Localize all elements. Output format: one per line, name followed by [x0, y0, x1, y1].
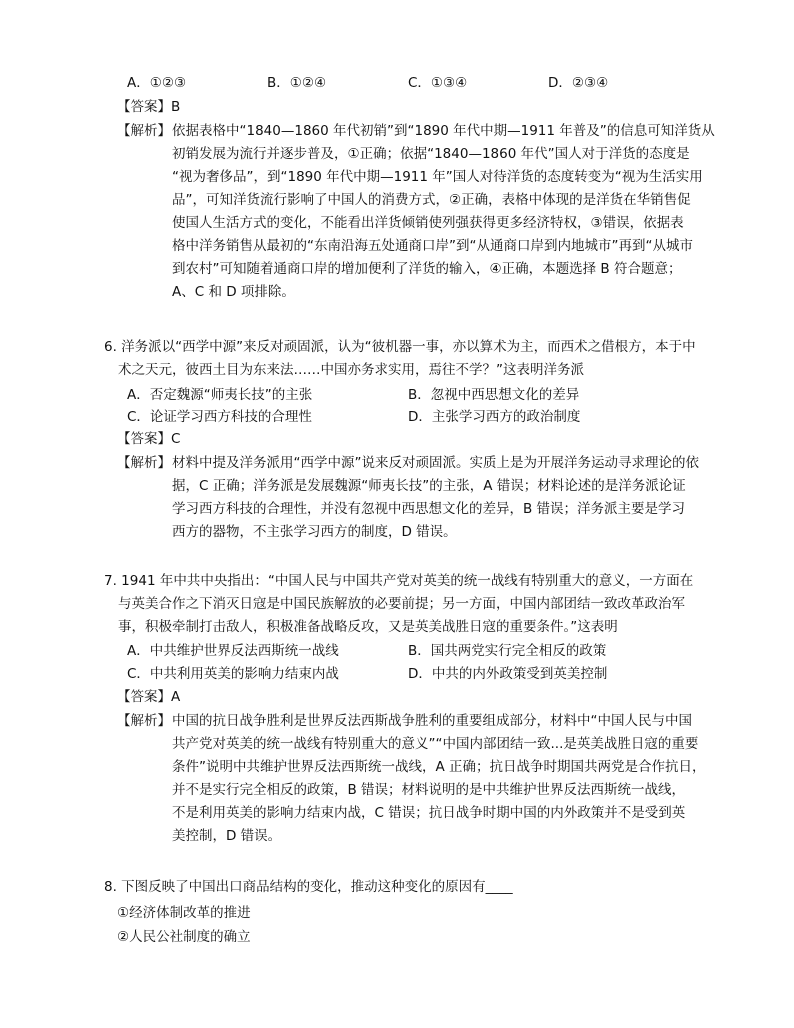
analysis-line: 条件”说明中共维护世界反法西斯统一战线，A 正确；抗日战争时期国共两党是合作抗日，: [172, 759, 706, 775]
analysis-line: 格中洋务销售从最初的“东南沿海五处通商口岸”到“从通商口岸到内地城市”再到“从城市: [172, 238, 693, 254]
analysis-line: 并不是实行完全相反的政策，B 错误；材料说明的是中共维护世界反法西斯统一战线，: [172, 782, 686, 798]
analysis-line: 品”，可知洋货流行影响了中国人的消费方式，②正确，表格中体现的是洋货在华销售促: [172, 192, 691, 208]
analysis-line: 材料中提及洋务派用“西学中源”说来反对顽固派。实质上是为开展洋务运动寻求理论的依: [172, 455, 699, 471]
analysis-line: 共产党对英美的统一战线有特别重大的意义”“中国内部团结一致...是英美战胜日寇的重要: [172, 736, 699, 752]
option-b: B．国共两党实行完全相反的政策: [408, 643, 607, 659]
analysis-line: 不是利用英美的影响力结束内战，C 错误；抗日战争时期中国的内外政策并不是受到英: [172, 805, 686, 821]
answer-label: 【答案】B: [117, 99, 181, 115]
analysis-line: 初销发展为流行并逐步普及，①正确；依据“1840—1860 年代”国人对于洋货的态度是: [172, 146, 690, 162]
statement-item: ①经济体制改革的推进: [117, 905, 251, 921]
analysis-label: 【解析】: [117, 713, 171, 729]
question-stem: 8. 下图反映了中国出口商品结构的变化，推动这种变化的原因有____: [104, 879, 513, 895]
option-c: C．论证学习西方科技的合理性: [127, 409, 312, 425]
option-b: B．①②④: [267, 75, 327, 91]
stem-line: 6. 洋务派以“西学中源”来反对顽固派，认为“彼机器一事，亦以算术为主，而西术之借根方，本于中: [104, 339, 696, 355]
option-a: A．中共维护世界反法西斯统一战线: [127, 643, 339, 659]
answer-label: 【答案】C: [117, 431, 181, 447]
analysis-text: [172, 452, 699, 544]
analysis-line: 西方的器物，不主张学习西方的制度，D 错误。: [172, 524, 457, 540]
option-c: C．中共利用英美的影响力结束内战: [127, 666, 339, 682]
option-d: D．主张学习西方的政治制度: [408, 409, 581, 425]
option-d: D．②③④: [548, 75, 609, 91]
answer-label: 【答案】A: [117, 689, 181, 705]
option-a: A．否定魏源“师夷长技”的主张: [127, 387, 313, 403]
question-stem: [104, 570, 693, 639]
analysis-text: [172, 710, 706, 848]
analysis-line: 中国的抗日战争胜利是世界反法西斯战争胜利的重要组成部分，材料中“中国人民与中国: [172, 713, 692, 729]
option-b: B．忽视中西思想文化的差异: [408, 387, 580, 403]
analysis-line: 依据表格中“1840—1860 年代初销”到“1890 年代中期—1911 年普及”的信息可知洋货从: [172, 123, 715, 139]
analysis-line: 美控制，D 错误。: [172, 828, 282, 844]
option-c: C．①③④: [408, 75, 468, 91]
analysis-line: 学习西方科技的合理性，并没有忽视中西思想文化的差异，B 错误；洋务派主要是学习: [172, 501, 686, 517]
analysis-line: “视为奢侈品”，到“1890 年代中期—1911 年”国人对待洋货的态度转变为“视为生活实用: [172, 169, 703, 185]
stem-line: 7. 1941 年中共中央指出：“中国人民与中国共产党对英美的统一战线有特别重大的意义，一方面在: [104, 573, 694, 589]
analysis-text: [172, 120, 715, 304]
stem-line: 事，积极牵制打击敌人，积极准备战略反攻，又是英美战胜日寇的重要条件。”这表明: [118, 619, 618, 635]
analysis-label: 【解析】: [117, 455, 171, 471]
analysis-line: A、C 和 D 项排除。: [172, 284, 295, 300]
statement-item: ②人民公社制度的确立: [117, 929, 251, 945]
analysis-line: 使国人生活方式的变化，不能看出洋货倾销使列强获得更多经济特权，③错误，依据表: [172, 215, 684, 231]
option-d: D．中共的内外政策受到英美控制: [408, 666, 608, 682]
question-stem: [104, 336, 696, 382]
analysis-label: 【解析】: [117, 123, 171, 139]
stem-line: 与英美合作之下消灭日寇是中国民族解放的必要前提；另一方面，中国内部团结一致改革政治军: [118, 596, 685, 612]
stem-line: 术之天元，彼西土目为东来法……中国亦务求实用，焉往不学？”这表明洋务派: [118, 362, 584, 378]
option-a: A．①②③: [127, 75, 187, 91]
analysis-line: 到农村”可知随着通商口岸的增加便利了洋货的输入，④正确，本题选择 B 符合题意；: [172, 261, 682, 277]
analysis-line: 据，C 正确；洋务派是发展魏源“师夷长技”的主张，A 错误；材料论述的是洋务派论证: [172, 478, 686, 494]
